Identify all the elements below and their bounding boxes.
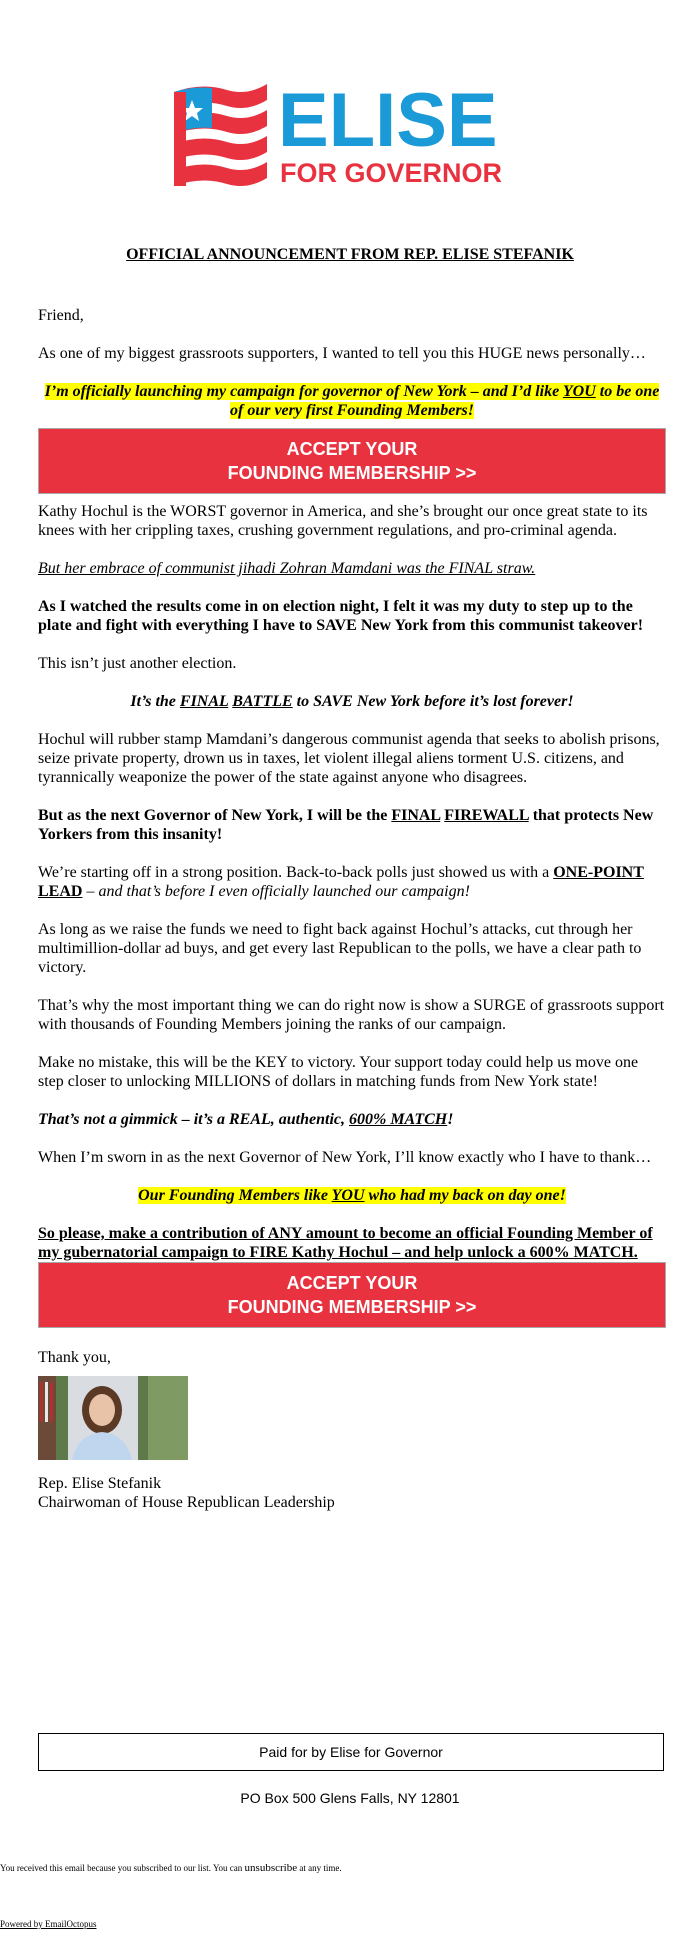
mamdani-paragraph: But her embrace of communist jihadi Zohran Mamdani was the FINAL straw. bbox=[38, 560, 536, 577]
campaign-logo bbox=[172, 78, 532, 204]
thank-you: Thank you, bbox=[38, 1349, 111, 1366]
signer-name: Rep. Elise Stefanik bbox=[38, 1475, 162, 1492]
accept-membership-button-2[interactable]: ACCEPT YOUR FOUNDING MEMBERSHIP >> bbox=[38, 1262, 666, 1328]
powered-by-link[interactable]: Powered by EmailOctopus bbox=[0, 1919, 97, 1929]
funds-paragraph: As long as we raise the funds we need to fight back against Hochul’s attacks, cut through her multimillion-dollar ad buys, and get every last Republican to the polls, we have a clear path to victory. bbox=[38, 921, 642, 976]
surge-paragraph: That’s why the most important thing we can do right now is show a SURGE of grassroots support with thousands of Founding Members joining the ranks of our campaign. bbox=[38, 997, 665, 1033]
final-battle-line: It’s the FINAL BATTLE to SAVE New York before it’s lost forever! bbox=[130, 693, 574, 710]
greeting: Friend, bbox=[38, 307, 84, 324]
mailing-address: PO Box 500 Glens Falls, NY 12801 bbox=[240, 1790, 460, 1806]
subscription-notice: You received this email because you subscribed to our list. You can unsubscribe at any time. bbox=[0, 1862, 342, 1874]
flag-e-logo-icon bbox=[172, 78, 532, 204]
election-night-paragraph: As I watched the results come in on election night, I felt it was my duty to step up to the plate and fight with everything I have to SAVE New York from this communist takeover! bbox=[38, 598, 644, 634]
not-just-election: This isn’t just another election. bbox=[38, 655, 237, 672]
rubber-stamp-paragraph: Hochul will rubber stamp Mamdani’s dangerous communist agenda that seeks to abolish prisons, seize private property, drown us in taxes, let violent illegal aliens torment U.S. citizens, and tyrannically weaponize the power of the state against anyone who disagrees. bbox=[38, 731, 660, 786]
launch-announcement: I’m officially launching my campaign for governor of New York – and I’d like YOU to be one of our very first Founding Members! bbox=[44, 383, 660, 419]
firewall-paragraph: But as the next Governor of New York, I will be the FINAL FIREWALL that protects New Yorkers from this insanity! bbox=[38, 807, 654, 843]
portrait-image bbox=[38, 1376, 188, 1460]
sworn-in-paragraph: When I’m sworn in as the next Governor of New York, I’ll know exactly who I have to thank… bbox=[38, 1149, 652, 1166]
logo-name: ELISE bbox=[278, 78, 498, 163]
signer-title: Chairwoman of House Republican Leadership bbox=[38, 1494, 335, 1511]
paid-for-box: Paid for by Elise for Governor bbox=[38, 1733, 664, 1771]
announcement-headline: OFFICIAL ANNOUNCEMENT FROM REP. ELISE STEFANIK bbox=[126, 246, 574, 263]
polls-paragraph: We’re starting off in a strong position. Back-to-back polls just showed us with a ONE-POINT LEAD – and that’s before I even officially launched our campaign! bbox=[38, 864, 644, 900]
logo-subtitle: FOR GOVERNOR bbox=[280, 158, 503, 188]
candidate-photo bbox=[38, 1376, 188, 1460]
intro-paragraph: As one of my biggest grassroots supporters, I wanted to tell you this HUGE news personally… bbox=[38, 345, 646, 362]
unsubscribe-link[interactable]: unsubscribe bbox=[244, 1862, 298, 1874]
hochul-paragraph: Kathy Hochul is the WORST governor in America, and she’s brought our once great state to its knees with her crippling taxes, crushing government regulations, and pro-criminal agenda. bbox=[38, 503, 648, 539]
founders-line: Our Founding Members like YOU who had my back on day one! bbox=[138, 1187, 566, 1204]
contribution-ask[interactable]: So please, make a contribution of ANY amount to become an official Founding Member of my gubernatorial campaign to FIRE Kathy Hochul – and help unlock a 600% MATCH. bbox=[38, 1225, 653, 1261]
accept-membership-button[interactable]: ACCEPT YOUR FOUNDING MEMBERSHIP >> bbox=[38, 428, 666, 494]
match-paragraph: That’s not a gimmick – it’s a REAL, authentic, 600% MATCH! bbox=[38, 1111, 454, 1128]
key-paragraph: Make no mistake, this will be the KEY to victory. Your support today could help us move one step closer to unlocking MILLIONS of dollars in matching funds from New York state! bbox=[38, 1054, 639, 1090]
